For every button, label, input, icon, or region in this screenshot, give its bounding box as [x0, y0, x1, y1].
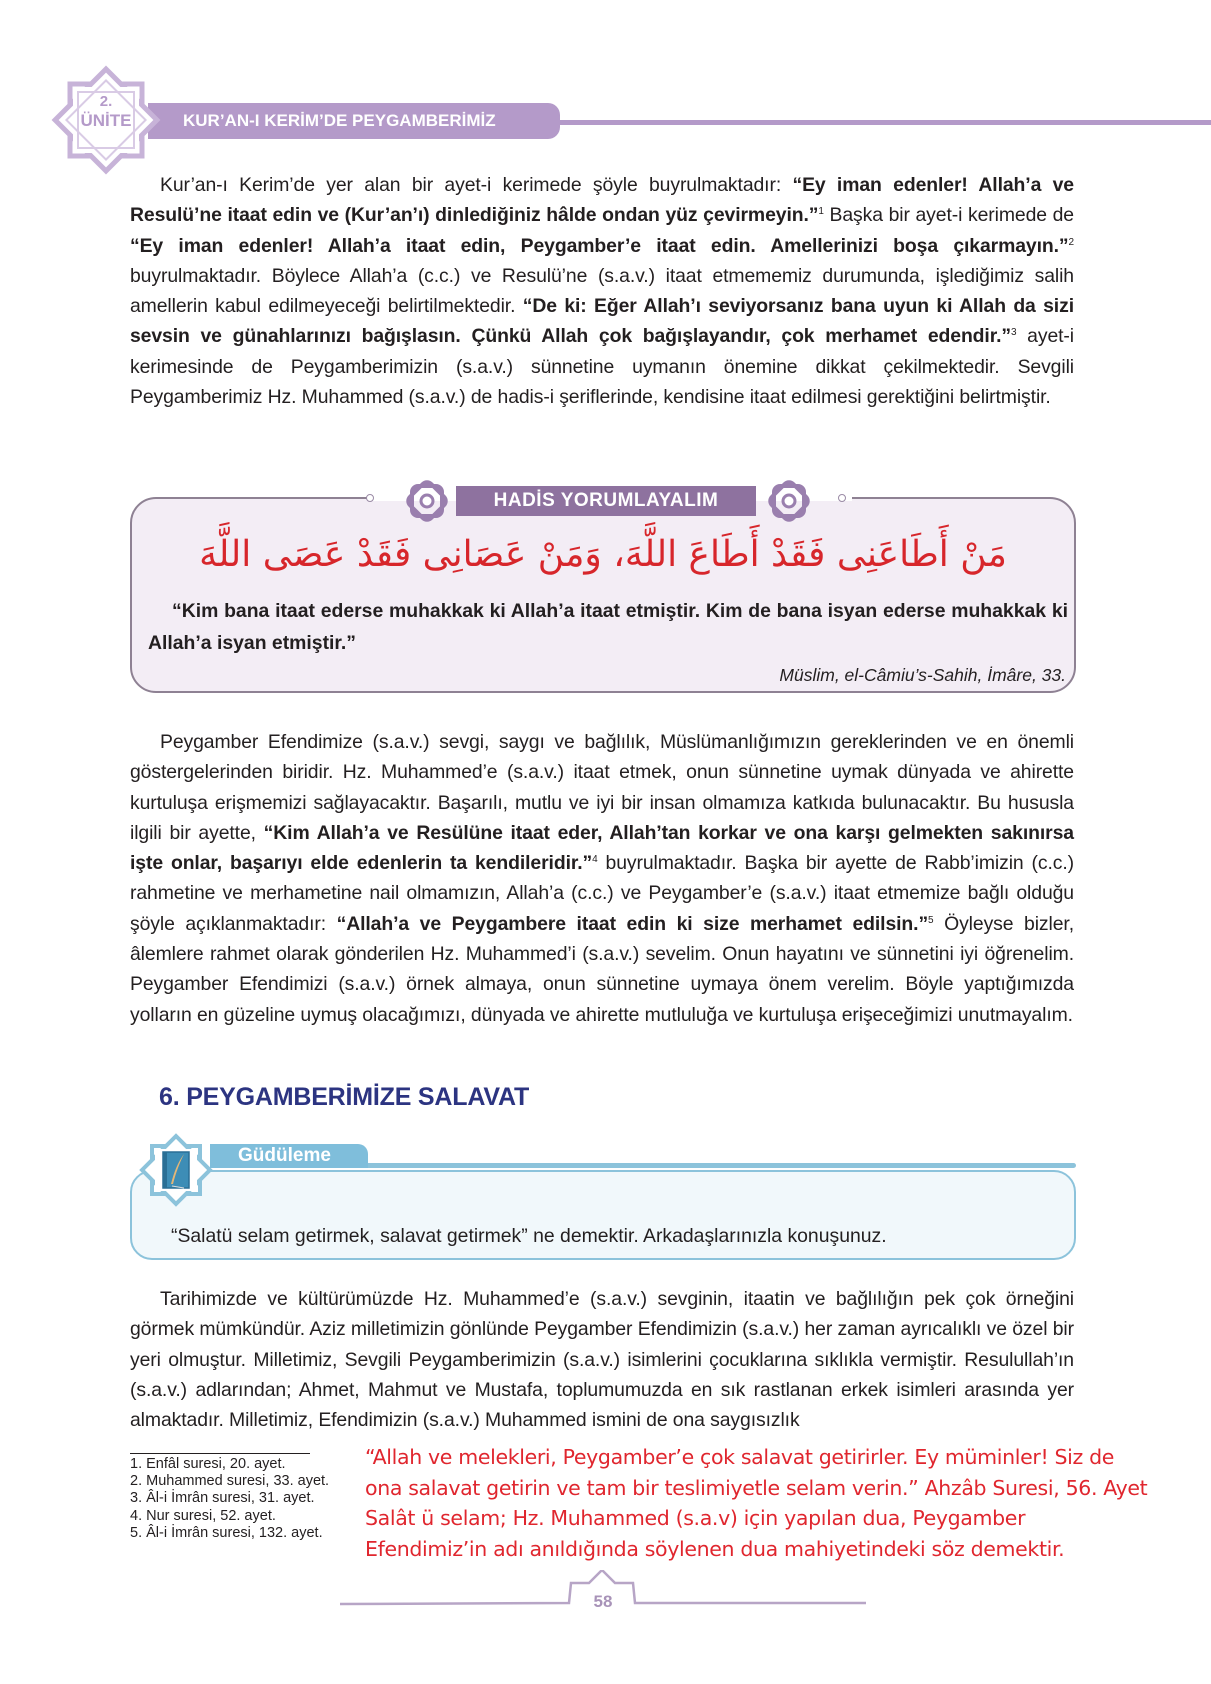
footnote-divider	[130, 1453, 310, 1454]
quote-verse: “Allah’a ve Peygambere itaat edin ki size merhamet edilsin.”	[336, 912, 929, 935]
chapter-title: KUR’AN-I KERİM’DE PEYGAMBERİMİZ	[148, 103, 560, 139]
rosette-icon	[398, 472, 456, 530]
rosette-icon	[760, 472, 818, 530]
footnote-item: 4. Nur suresi, 52. ayet.	[130, 1507, 276, 1524]
chapter-header-rule	[556, 120, 1211, 125]
paragraph-culture: Tarihimizde ve kültürümüzde Hz. Muhammed’e (s.a.v.) sevginin, itaatin ve bağlılığın pek çok örneğini görmek mümkündür. Aziz milletimizin gönlünde Peygamber Efendimizin (s.a.v.) her zaman ayrıcalıklı ve özel bir yeri olmuştur. Milletimiz, Sevgili Peygamberimizin (s.a.v.) isimlerini çocuklarına sıklıkla vermiştir. Resulullah’ın (s.a.v.) adlarından; Ahmet, Mahmut ve Mustafa, toplumumuzda en sık rastlanan erkek isimleri arasında yer almaktadır. Milletimiz, Efendimizin (s.a.v.) Muhammed ismini de ona saygısızlık	[130, 1288, 1074, 1432]
section-heading: 6. PEYGAMBERİMİZE SALAVAT	[159, 1083, 530, 1111]
unit-label: ÜNİTE	[80, 111, 132, 130]
footnote-ref: 1	[818, 206, 824, 218]
footnote-item: 1. Enfâl suresi, 20. ayet.	[130, 1456, 286, 1472]
hadith-section-title: HADİS YORUMLAYALIM	[456, 486, 756, 516]
motivation-prompt: “Salatü selam getirmek, salavat getirmek” ne demektir. Arkadaşlarınızla konuşunuz.	[171, 1225, 887, 1247]
ornament-dot	[366, 494, 374, 502]
quote-verse: “De ki: Eğer Allah’ı seviyorsanız bana uyun ki Allah da sizi sevsin ve günahlarınızı bağışlasın. Çünkü Allah çok bağışlayandır, çok merhamet edendir.”	[130, 295, 1074, 348]
text-run: Öyleyse bizler, âlemlere rahmet olarak gönderilen Hz. Muhammed’i (s.a.v.) sevelim. Onun hayatını ve sünnetini iyi öğrenelim. Peygamber Efendimizi (s.a.v.) örnek almaya, onun sünnetine uymaya önem verelim. Böyle yaptığımızda yolların en güzeline uymuş olacağımızı, dünyada ve ahirette mutluluğa ve kurtuluşa erişeceğimizi unutmayalım.	[130, 912, 1074, 1026]
footnote-ref: 3	[1010, 327, 1017, 339]
footnote-ref: 2	[1068, 236, 1074, 248]
text-run: buyrulmaktadır. Böylece Allah’a (c.c.) ve Resulü’ne (s.a.v.) itaat etmememiz durumunda, işlediğimiz salih amellerin kabul edilmeyeceği belirtilmektedir.	[130, 264, 1074, 318]
footnote-ref: 4	[592, 854, 598, 866]
text-run: Peygamber Efendimize (s.a.v.) sevgi, saygı ve bağlılık, Müslümanlığımızın gereklerinden ve en önemli göstergelerinden biridir. Hz. Muhammed’e (s.a.v.) itaat etmek, onun sünnetine uymak dünyada ve ahirette kurtuluşa erişmemizi sağlayacaktır. Başarılı, mutlu ve iyi bir insan olmamıza katkıda bulunacaktır. Bu hususla ilgili bir ayette,	[130, 731, 1074, 844]
page-number: 58	[593, 1592, 613, 1611]
footnotes-list	[130, 1456, 329, 1542]
text-run: buyrulmaktadır. Başka bir ayette de Rabb’imizin (c.c.) rahmetine ve merhametine nail olmamızın, Allah’a (c.c.) ve Peygamber’e (s.a.v.) itaat etmemize bağlı olduğu şöyle açıklanmaktadır:	[130, 852, 1075, 935]
quill-book-icon	[136, 1130, 216, 1210]
annotation-line: Efendimiz’in adı anıldığında söylenen dua mahiyetindeki söz demektir.	[365, 1536, 1065, 1561]
text-run: ayet-i kerimesinde de Peygamberimizin (s.a.v.) sünnetine uymanın önemine dikkat çekilmektedir. Sevgili Peygamberimiz Hz. Muhammed (s.a.v.) de hadis-i şeriflerinde, kendisine itaat edilmesi gerektiğini belirtmiştir.	[130, 325, 1074, 409]
hadith-source: Müslim, el-Câmiu’s-Sahih, İmâre, 33.	[779, 665, 1066, 685]
annotation-line: ona salavat getirin ve tam bir teslimiyetle selam verin.” Ahzâb Suresi, 56. Ayet	[365, 1475, 1148, 1500]
hadith-arabic-text: مَنْ أَطَاعَنِى فَقَدْ أَطَاعَ اللَّهَ، وَمَنْ عَصَانِى فَقَدْ عَصَى اللَّهَ	[199, 534, 1007, 575]
footnote-item: 3. Âl-i İmrân suresi, 31. ayet.	[130, 1490, 315, 1507]
paragraph-obedience	[130, 727, 1074, 1030]
ornament-dot	[838, 494, 846, 502]
unit-number: 2.	[99, 93, 113, 110]
motivation-tab-label: Güdüleme	[210, 1144, 368, 1168]
text-run: Kur’an-ı Kerim’de yer alan bir ayet-i kerimede şöyle buyrulmaktadır:	[160, 174, 793, 196]
footnote-ref: 5	[928, 914, 934, 926]
annotation-line: “Allah ve melekleri, Peygamber’e çok salavat getirirler. Ey müminler! Siz de	[365, 1445, 1115, 1469]
quote-verse: “Ey iman edenler! Allah’a itaat edin, Peygamber’e itaat edin. Amellerinizi boşa çıkarmayın.”	[130, 234, 1069, 257]
hadith-translation: “Kim bana itaat ederse muhakkak ki Allah’a itaat etmiştir. Kim de bana isyan ederse muhakkak ki Allah’a isyan etmiştir.”	[148, 600, 1068, 654]
quote-verse: “Kim Allah’a ve Resülüne itaat eder, Allah’tan korkar ve ona karşı gelmekten sakınırsa işte onlar, başarıyı elde edenlerin ta kendileridir.”	[130, 821, 1074, 875]
footnote-item: 5. Âl-i İmrân suresi, 132. ayet.	[130, 1524, 323, 1541]
handwritten-annotation	[365, 1442, 1211, 1564]
paragraph-intro	[130, 170, 1074, 412]
text-run: Başka bir ayet-i kerimede de	[823, 204, 1074, 227]
annotation-line: Salât ü selam; Hz. Muhammed (s.a.v) için yapılan dua, Peygamber	[365, 1506, 1026, 1530]
quote-verse: “Ey iman edenler! Allah’a ve Resulü’ne itaat edin ve (Kur’an’ı) dinlediğiniz hâlde ondan yüz çevirmeyin.”	[130, 174, 1074, 227]
footnote-item: 2. Muhammed suresi, 33. ayet.	[130, 1473, 330, 1490]
unit-badge	[44, 58, 168, 182]
